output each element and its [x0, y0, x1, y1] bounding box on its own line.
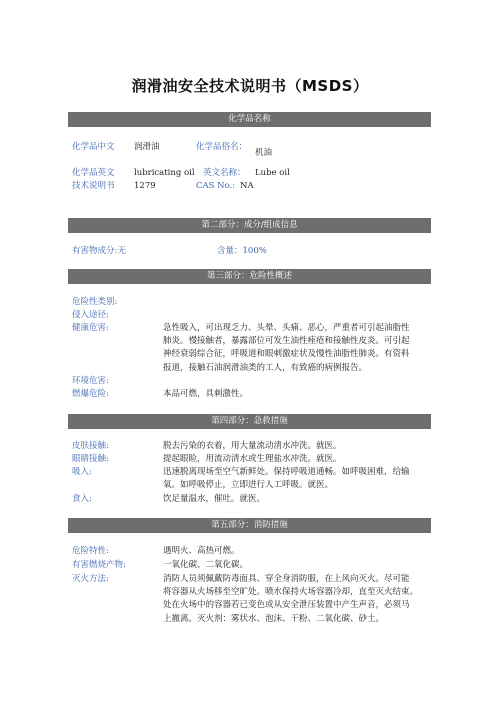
section-header-firefighting: 第五部分：消防措施	[68, 518, 431, 533]
section-header-chemical-name: 化学品名称	[68, 112, 431, 127]
fire-hazard-label: 燃爆危险:	[72, 389, 109, 399]
hazard-class-label: 危险性类别:	[72, 297, 118, 307]
skin-contact-label: 皮肤接触:	[72, 441, 109, 451]
health-line: 急性吸入，可出现乏力、头晕、头痛、恶心，严重者可引起油脂性	[163, 323, 410, 333]
health-line: 肺炎。慢接触者，暴露部位可发生油性痤疮和接触性皮炎。可引起	[163, 336, 410, 347]
cas-label: CAS No.:	[196, 181, 236, 191]
inhalation-text	[163, 466, 410, 492]
ingestion-label: 食入:	[72, 494, 92, 504]
cas-value: NA	[240, 181, 254, 191]
inhalation-line: 迅速脱离现场至空气新鲜处。保持呼吸道通畅。如呼吸困难，给输	[163, 467, 410, 477]
health-text	[163, 322, 410, 375]
cn-name-label: 化学品中文	[72, 142, 115, 152]
common-name-value: 机油	[255, 148, 273, 158]
doc-no-label: 技术说明书	[72, 181, 115, 191]
extinguishing-method-text	[163, 573, 418, 626]
fire-hazard-value: 本品可燃，具刺激性。	[163, 389, 249, 399]
skin-contact-value: 脱去污染的衣着，用大量流动清水冲洗。就医。	[163, 441, 342, 451]
harmful-ingredient-label: 有害物成分:无	[72, 246, 126, 256]
health-line: 报道，接触石油润滑油类的工人，有致癌的病例报告。	[163, 362, 368, 373]
combustion-products-value: 一氧化碳、二氧化碳。	[163, 560, 249, 570]
combustion-products-label: 有害燃烧产物:	[72, 560, 126, 570]
section-header-composition: 第二部分：成分/组成信息	[68, 218, 431, 233]
inhalation-label: 吸入:	[72, 467, 92, 477]
doc-no-value: 1279	[134, 181, 156, 191]
ingestion-value: 饮足量温水，催吐。就医。	[163, 494, 266, 504]
fire-hazard-property-value: 遇明火、高热可燃。	[163, 546, 240, 556]
extinguishing-line: 处在火场中的容器若已变色或从安全泄压装置中产生声音，必须马	[163, 600, 410, 611]
section-header-first-aid: 第四部分：急救措施	[68, 414, 431, 429]
env-hazard-label: 环境危害:	[72, 376, 109, 386]
extinguishing-line: 将容器从火场移至空旷处。喷水保持火场容器冷却，直至灭火结束。	[163, 587, 419, 598]
extinguishing-method-label: 灭火方法:	[72, 574, 109, 584]
extinguishing-line: 上撤离。灭火剂：雾状水、泡沫、干粉、二氧化碳、砂土。	[163, 613, 385, 624]
section-header-hazards: 第三部分：危险性概述	[68, 269, 431, 284]
extinguishing-line: 消防人员须佩戴防毒面具、穿全身消防服，在上风向灭火。尽可能	[163, 574, 410, 584]
document-title: 润滑油安全技术说明书（MSDS）	[131, 77, 369, 95]
fire-hazard-property-label: 危险特性:	[72, 546, 109, 556]
health-line: 神经衰弱综合征，呼吸道和眼刺激症状及慢性油脂性肺炎。有资料	[163, 349, 410, 360]
en-name-label: 化学品英文	[72, 168, 115, 178]
content-label: 含量：100%	[217, 246, 267, 256]
inhalation-line: 氧。如呼吸停止，立即进行人工呼吸。就医。	[163, 480, 334, 491]
eye-contact-label: 眼睛接触:	[72, 454, 109, 464]
route-label: 侵入途径:	[72, 310, 109, 320]
common-name-label: 化学品俗名：	[196, 142, 248, 152]
cn-name-value: 润滑油	[134, 142, 160, 152]
en-name2-label: 英文名称：	[203, 168, 246, 178]
en-name-value: lubricating oil	[134, 168, 195, 178]
eye-contact-value: 提起眼睑，用流动清水或生理盐水冲洗。就医。	[163, 454, 342, 464]
health-label: 健康危害:	[72, 323, 109, 333]
en-name2-value: Lube oil	[255, 168, 290, 178]
